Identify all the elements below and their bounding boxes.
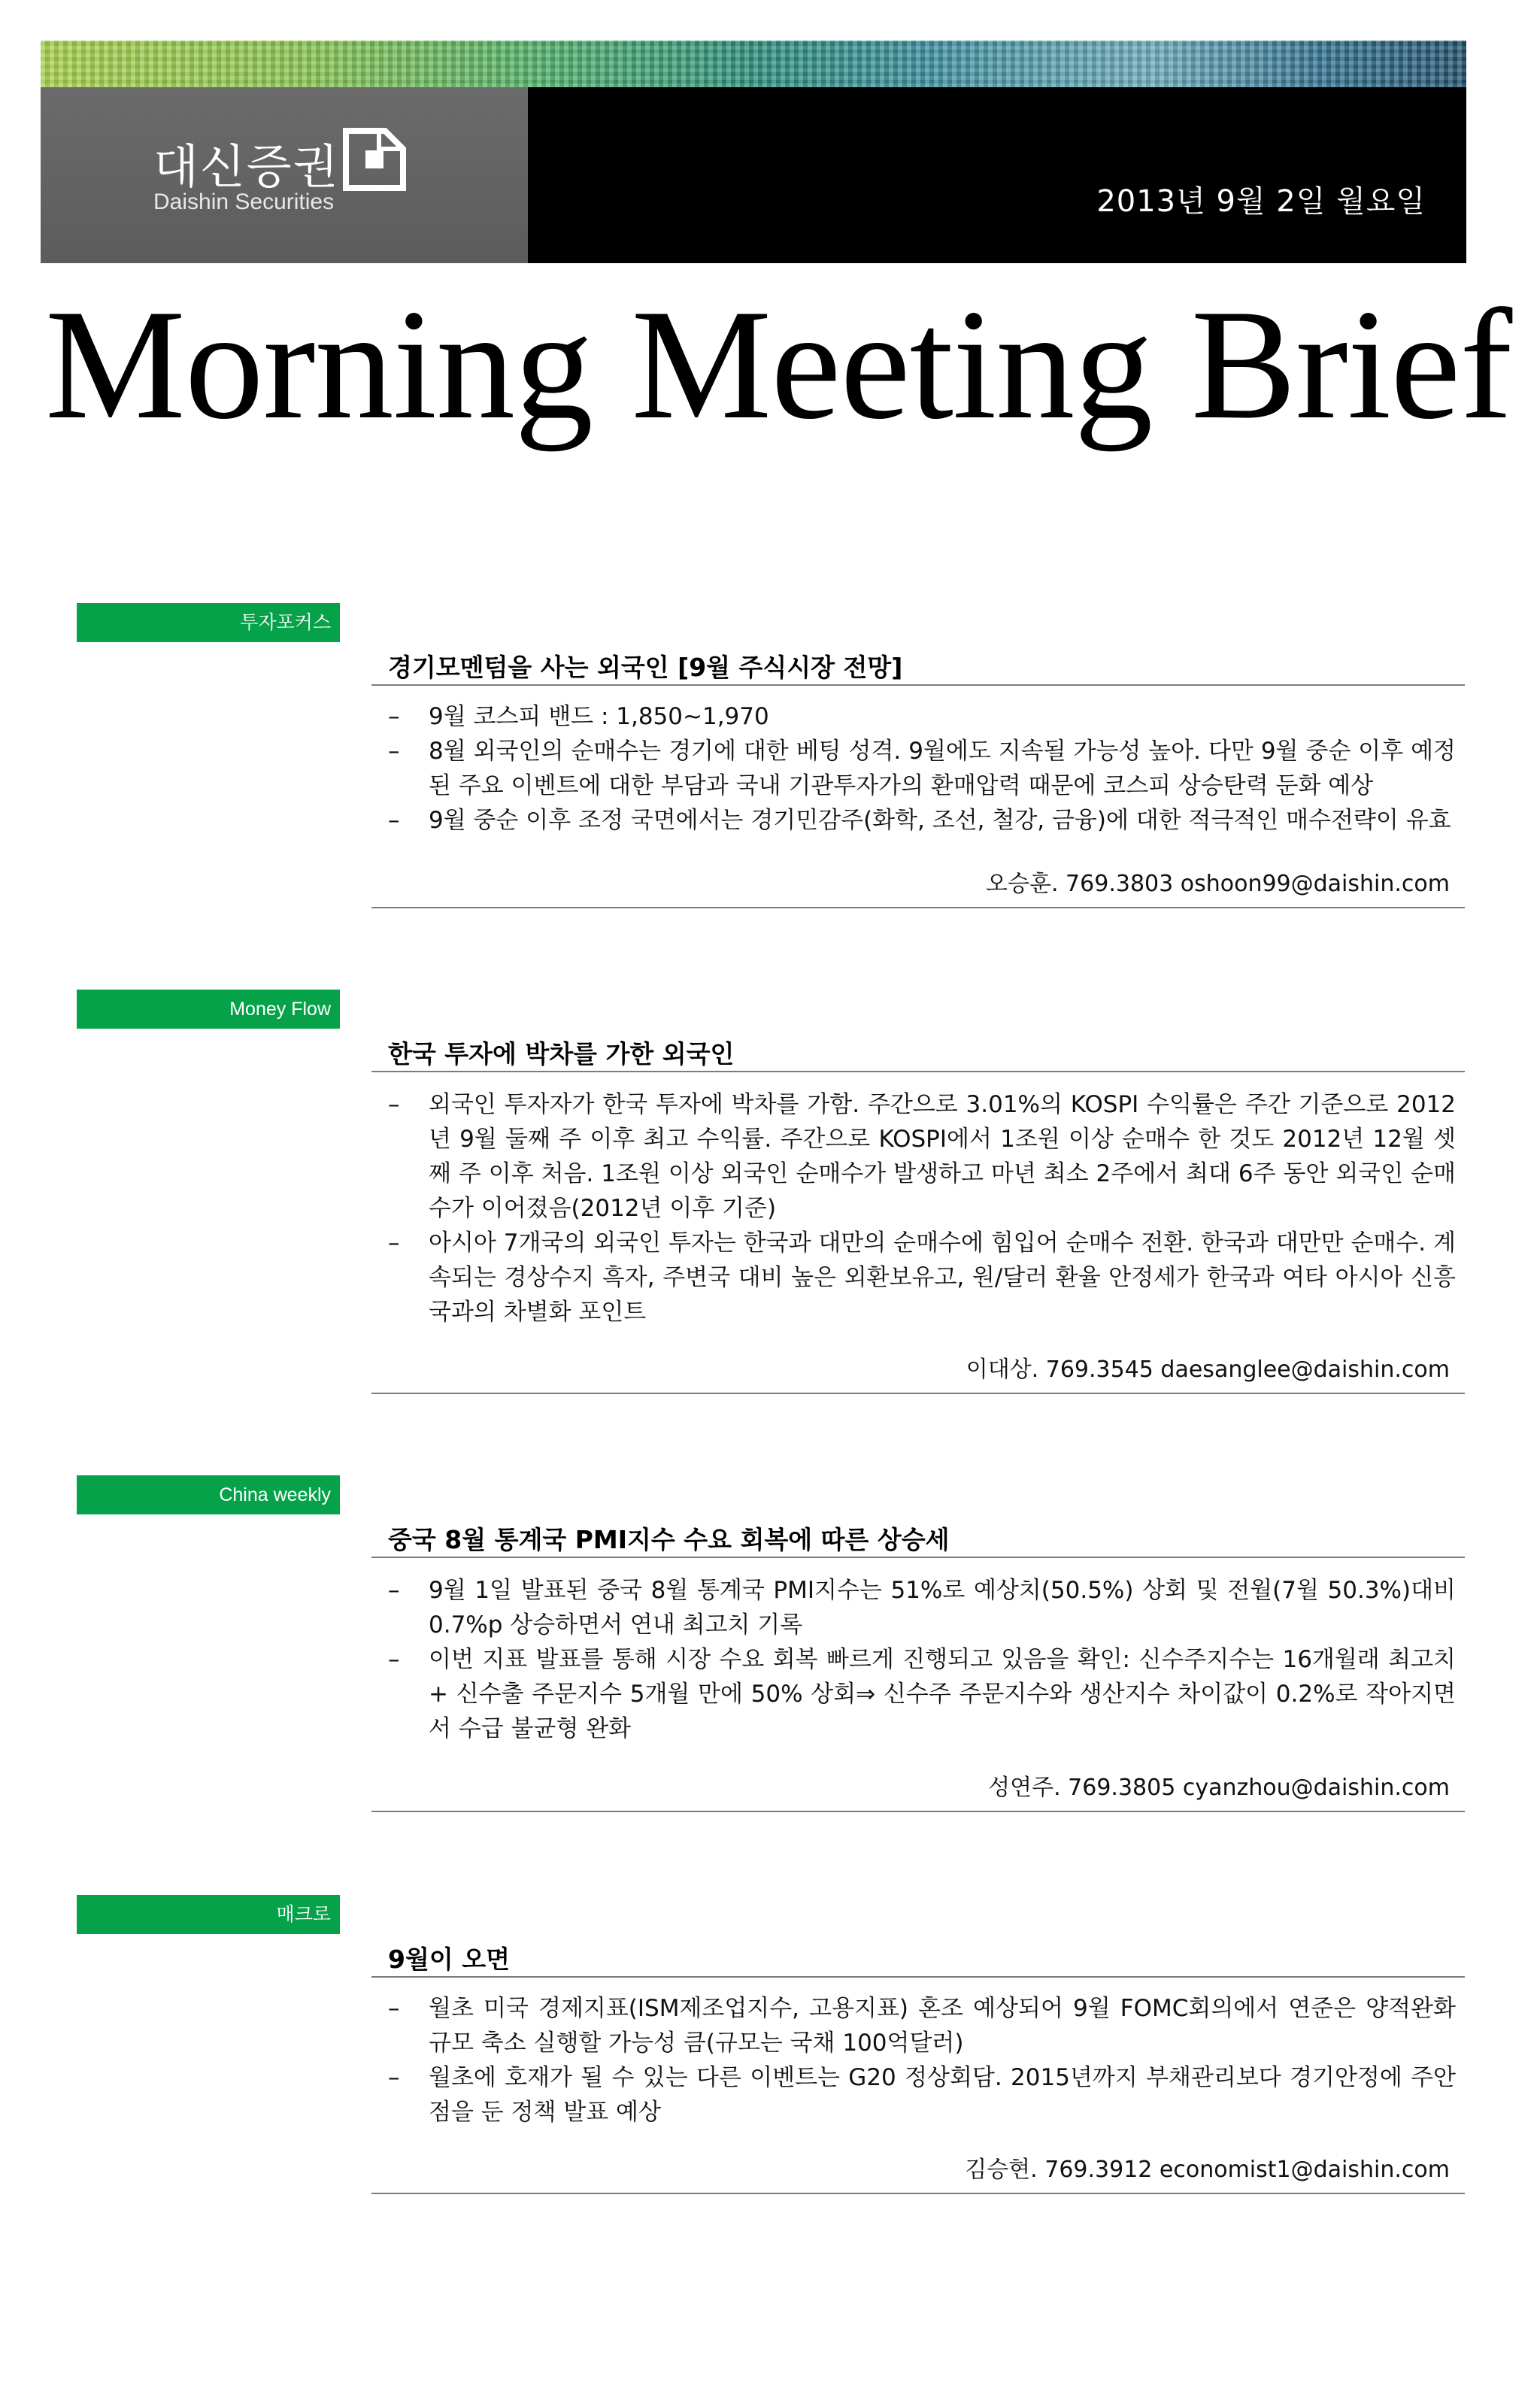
divider bbox=[371, 1976, 1465, 1978]
divider bbox=[371, 1811, 1465, 1812]
bullet-list bbox=[388, 1991, 1456, 2130]
section-headline: 경기모멘텀을 사는 외국인 [9월 주식시장 전망] bbox=[388, 653, 903, 682]
divider bbox=[371, 1557, 1465, 1558]
list-item: – 이번 지표 발표를 통해 시장 수요 회복 빠르게 진행되고 있음을 확인: 신수주지수는 16개월래 최고치 + 신수출 주문지수 5개월 만에 50% 상회⇒ 신수주 주문지수와 생산지수 차이값이 0.2%로 작아지면서 수급 불균형 완화 bbox=[388, 1646, 1456, 1742]
header-band bbox=[41, 41, 1466, 263]
analyst-contact: 성연주. 769.3805 cyanzhou@daishin.com bbox=[988, 1775, 1450, 1801]
bullet-list bbox=[388, 1573, 1456, 1746]
list-item: – 아시아 7개국의 외국인 투자는 한국과 대만의 순매수에 힘입어 순매수 전환. 한국과 대만만 순매수. 계속되는 경상수지 흑자, 주변국 대비 높은 외환보유고, 원/달러 환율 안정세가 한국과 여타 아시아 신흥국과의 차별화 포인트 bbox=[388, 1229, 1456, 1326]
list-item: – 9월 중순 이후 조정 국면에서는 경기민감주(화학, 조선, 철강, 금융)에 대한 적극적인 매수전략이 유효 bbox=[388, 807, 1451, 834]
list-item: – 9월 1일 발표된 중국 8월 통계국 PMI지수는 51%로 예상치(50.5%) 상회 및 전월(7월 50.3%)대비 0.7%p 상승하면서 연내 최고치 기록 bbox=[388, 1577, 1456, 1639]
section-headline: 한국 투자에 박차를 가한 외국인 bbox=[388, 1039, 735, 1069]
divider bbox=[371, 1071, 1465, 1072]
divider bbox=[371, 684, 1465, 686]
divider bbox=[371, 907, 1465, 908]
logo-text-en: Daishin Securities bbox=[153, 189, 335, 214]
analyst-contact: 김승현. 769.3912 economist1@daishin.com bbox=[965, 2157, 1450, 2183]
bullet-list bbox=[388, 1087, 1456, 1329]
divider bbox=[371, 1393, 1465, 1394]
page-title: Morning Meeting Brief bbox=[45, 277, 1512, 452]
bullet-list bbox=[388, 699, 1456, 838]
analyst-contact: 이대상. 769.3545 daesanglee@daishin.com bbox=[966, 1357, 1450, 1383]
report-date: 2013년 9월 2일 월요일 bbox=[1096, 184, 1426, 219]
section-tag: China weekly bbox=[77, 1475, 340, 1514]
analyst-contact: 오승훈. 769.3803 oshoon99@daishin.com bbox=[986, 871, 1450, 897]
list-item: – 월초 미국 경제지표(ISM제조업지수, 고용지표) 혼조 예상되어 9월 FOMC회의에서 연준은 양적완화 규모 축소 실행할 가능성 큼(규모는 국채 100억달러) bbox=[388, 1995, 1456, 2057]
section-headline: 9월이 오면 bbox=[388, 1945, 510, 1974]
section-tag: Money Flow bbox=[77, 990, 340, 1029]
header-mosaic bbox=[41, 41, 1466, 87]
logo-text-ko: 대신증권 bbox=[153, 139, 340, 194]
divider bbox=[371, 2193, 1465, 2194]
list-item: – 8월 외국인의 순매수는 경기에 대한 베팅 성격. 9월에도 지속될 가능성 높아. 다만 9월 중순 이후 예정된 주요 이벤트에 대한 부담과 국내 기관투자가의 환매압력 때문에 코스피 상승탄력 둔화 예상 bbox=[388, 738, 1456, 799]
list-item: – 9월 코스피 밴드 : 1,850~1,970 bbox=[388, 703, 769, 730]
daishin-logo-icon bbox=[343, 128, 406, 191]
list-item: – 월초에 호재가 될 수 있는 다른 이벤트는 G20 정상회담. 2015년까지 부채관리보다 경기안정에 주안점을 둔 정책 발표 예상 bbox=[388, 2064, 1456, 2126]
section-tag: 투자포커스 bbox=[77, 603, 340, 642]
section-tag: 매크로 bbox=[77, 1895, 340, 1934]
list-item: – 외국인 투자자가 한국 투자에 박차를 가함. 주간으로 3.01%의 KOSPI 수익률은 주간 기준으로 2012년 9월 둘째 주 이후 최고 수익률. 주간으로 KOSPI에서 1조원 이상 순매수 한 것도 2012년 12월 셋째 주 이후 처음. 1조원 이상 외국인 순매수가 발생하고 마년 최소 2주에서 최대 6주 동안 외국인 순매수가 이어졌음(2012년 이후 기준) bbox=[388, 1091, 1456, 1222]
section-headline: 중국 8월 통계국 PMI지수 수요 회복에 따른 상승세 bbox=[388, 1525, 950, 1554]
date-block bbox=[528, 87, 1466, 263]
